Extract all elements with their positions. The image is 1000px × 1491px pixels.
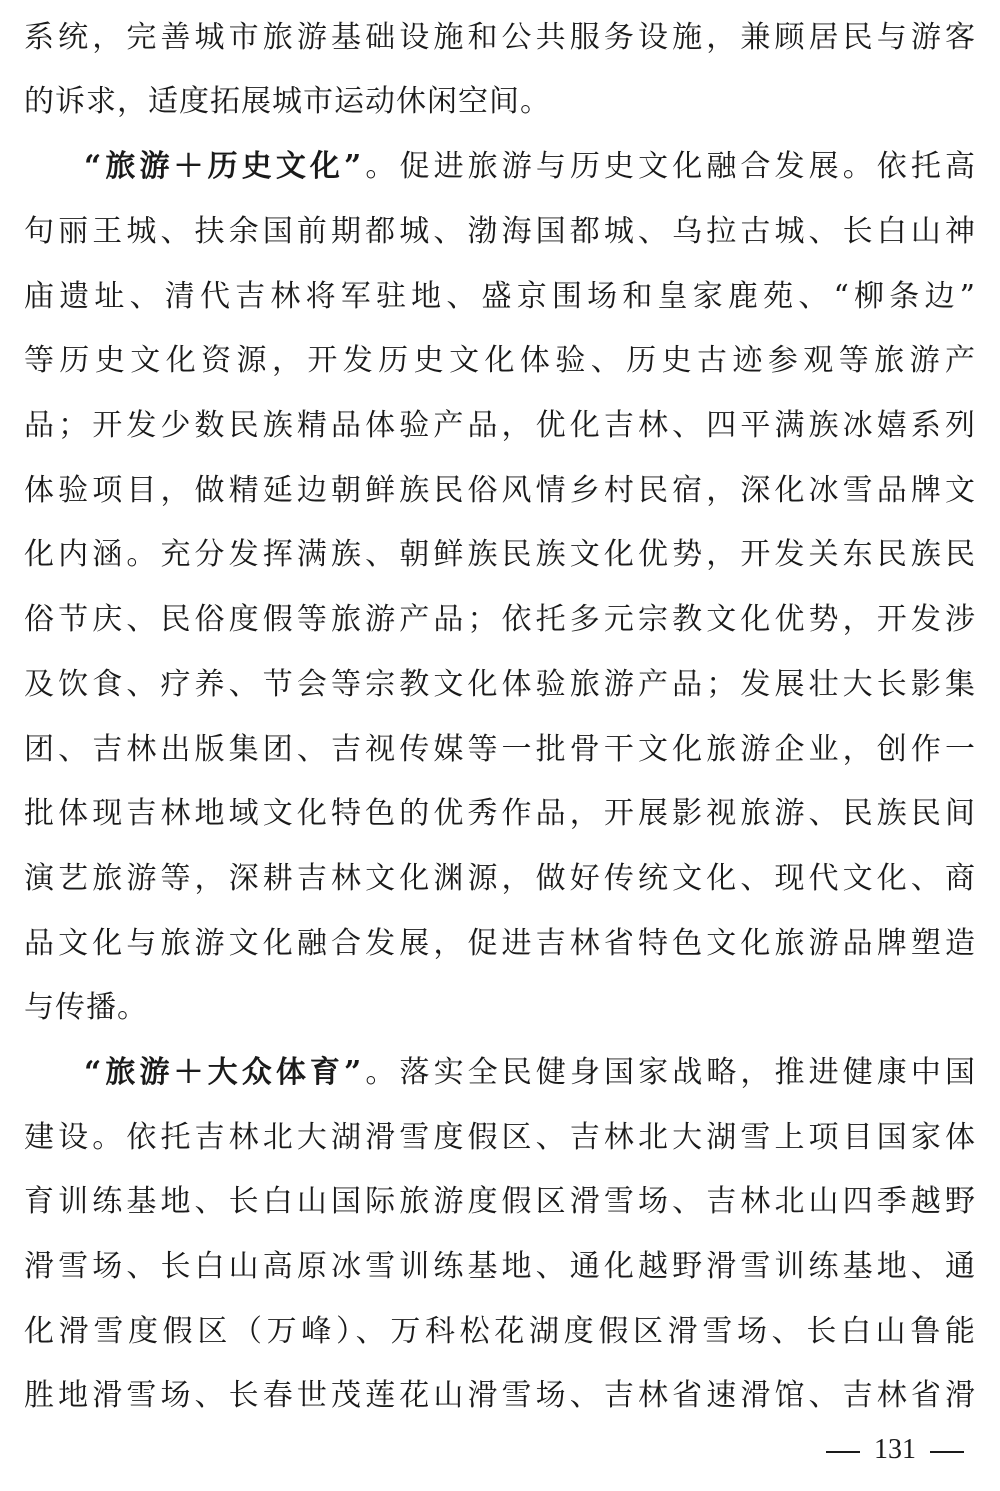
- text-line: 体验项目，做精延边朝鲜族民俗风情乡村民宿，深化冰雪品牌文: [24, 473, 976, 508]
- text-line: 及饮食、疗养、节会等宗教文化体验旅游产品；发展壮大长影集: [24, 667, 976, 702]
- page-number: 131: [874, 1434, 916, 1465]
- text-line: 句丽王城、扶余国前期都城、渤海国都城、乌拉古城、长白山神: [24, 214, 976, 249]
- text-line: 俗节庆、民俗度假等旅游产品；依托多元宗教文化优势，开发涉: [24, 602, 976, 637]
- section-heading: “旅游＋历史文化”: [84, 149, 363, 184]
- text-line: 滑雪场、长白山高原冰雪训练基地、通化越野滑雪训练基地、通: [24, 1249, 976, 1284]
- paragraph-first-line: [84, 135, 976, 199]
- text-line: 系统，完善城市旅游基础设施和公共服务设施，兼顾居民与游客: [24, 20, 976, 55]
- section-heading: “旅游＋大众体育”: [84, 1055, 363, 1090]
- text-line: 胜地滑雪场、长春世茂莲花山滑雪场、吉林省速滑馆、吉林省滑: [24, 1378, 976, 1413]
- text-line: 品；开发少数民族精品体验产品，优化吉林、四平满族冰嬉系列: [24, 408, 976, 443]
- text-line: 与传播。: [24, 990, 148, 1025]
- text-line: 品文化与旅游文化融合发展，促进吉林省特色文化旅游品牌塑造: [24, 926, 976, 961]
- text-line: 的诉求，适度拓展城市运动休闲空间。: [24, 84, 551, 119]
- text-line: 演艺旅游等，深耕吉林文化渊源，做好传统文化、现代文化、商: [24, 861, 976, 896]
- text-line: 建设。依托吉林北大湖滑雪度假区、吉林北大湖雪上项目国家体: [24, 1120, 976, 1155]
- text-line: 批体现吉林地域文化特色的优秀作品，开展影视旅游、民族民间: [24, 796, 976, 831]
- text-line: 团、吉林出版集团、吉视传媒等一批骨干文化旅游企业，创作一: [24, 732, 976, 767]
- text-run: 。促进旅游与历史文化融合发展。依托高: [362, 149, 977, 184]
- footer-dash-left: [826, 1451, 860, 1453]
- page-footer: [812, 1420, 972, 1480]
- text-run: 。落实全民健身国家战略，推进健康中国: [362, 1055, 977, 1090]
- footer-dash-right: [930, 1451, 964, 1453]
- text-line: 育训练基地、长白山国际旅游度假区滑雪场、吉林北山四季越野: [24, 1184, 976, 1219]
- text-line: 化内涵。充分发挥满族、朝鲜族民族文化优势，开发关东民族民: [24, 537, 976, 572]
- text-line: 等历史文化资源，开发历史文化体验、历史古迹参观等旅游产: [24, 343, 976, 378]
- text-line: 化滑雪度假区（万峰）、万科松花湖度假区滑雪场、长白山鲁能: [24, 1314, 976, 1349]
- text-line: 庙遗址、清代吉林将军驻地、盛京围场和皇家鹿苑、“柳条边”: [24, 279, 976, 314]
- paragraph-first-line: [84, 1041, 976, 1105]
